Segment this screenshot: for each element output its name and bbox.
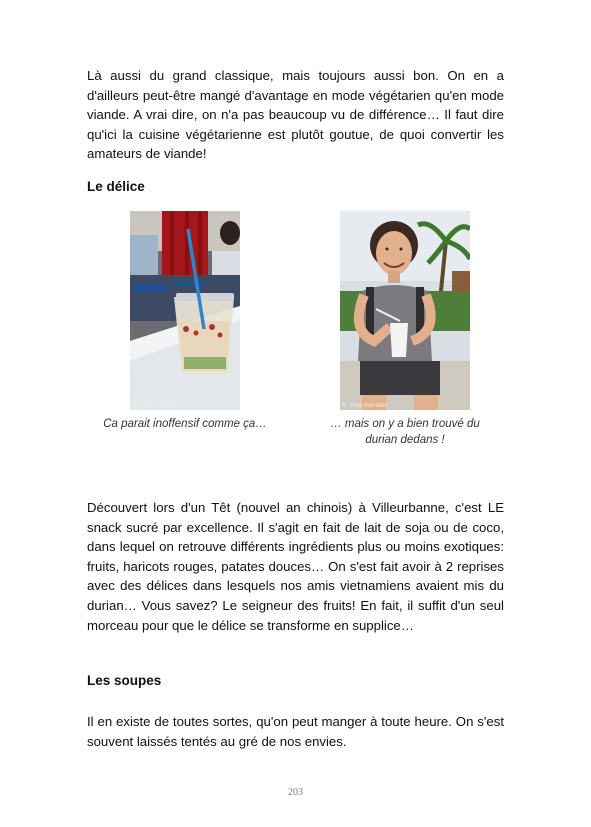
section-heading-delice: Le délice (87, 179, 145, 194)
intro-paragraph: Là aussi du grand classique, mais toujours aussi bon. On en a d'ailleurs peut-être mangé d'avantage en mode végétarien qu'en mode viande. A vrai dire, on n'a pas beaucoup vu de différence… Il faut dire qu'ici la cuisine végétarienne est plutôt goutue, de quoi convertir les amateurs de viande! (87, 68, 504, 162)
page-number: 203 (288, 787, 303, 798)
photo-drink (130, 211, 240, 410)
photo-woman (340, 211, 470, 410)
photo-caption-right: … mais on y a bien trouvé du durian dedans ! (330, 418, 480, 446)
photo-caption-left: Ca parait inoffensif comme ça… (103, 418, 267, 430)
woman-photo-illustration (340, 211, 470, 410)
photo-watermark: © Hứa mender (132, 402, 178, 409)
drink-photo-illustration (130, 211, 240, 410)
soupes-paragraph: Il en existe de toutes sortes, qu'on peut manger à toute heure. On s'est souvent laissés tentés au gré de nos envies. (87, 714, 504, 749)
photo-watermark: © Hứa mender (342, 402, 388, 409)
delice-paragraph: Découvert lors d'un Têt (nouvel an chinois) à Villeurbanne, c'est LE snack sucré par excellence. Il s'agit en fait de lait de soja ou de coco, dans lequel on retrouve différents ingrédients plus ou moins exotiques: fruits, haricots rouges, patates douces… On s'est fait avoir à 2 reprises avec des délices dans lesquels nos amis vietnamiens avaient mis du durian… Vous savez? Le seigneur des fruits! En fait, il suffit d'un seul morceau pour que le délice se transforme en supplice… (87, 500, 504, 633)
section-heading-soupes: Les soupes (87, 673, 162, 688)
